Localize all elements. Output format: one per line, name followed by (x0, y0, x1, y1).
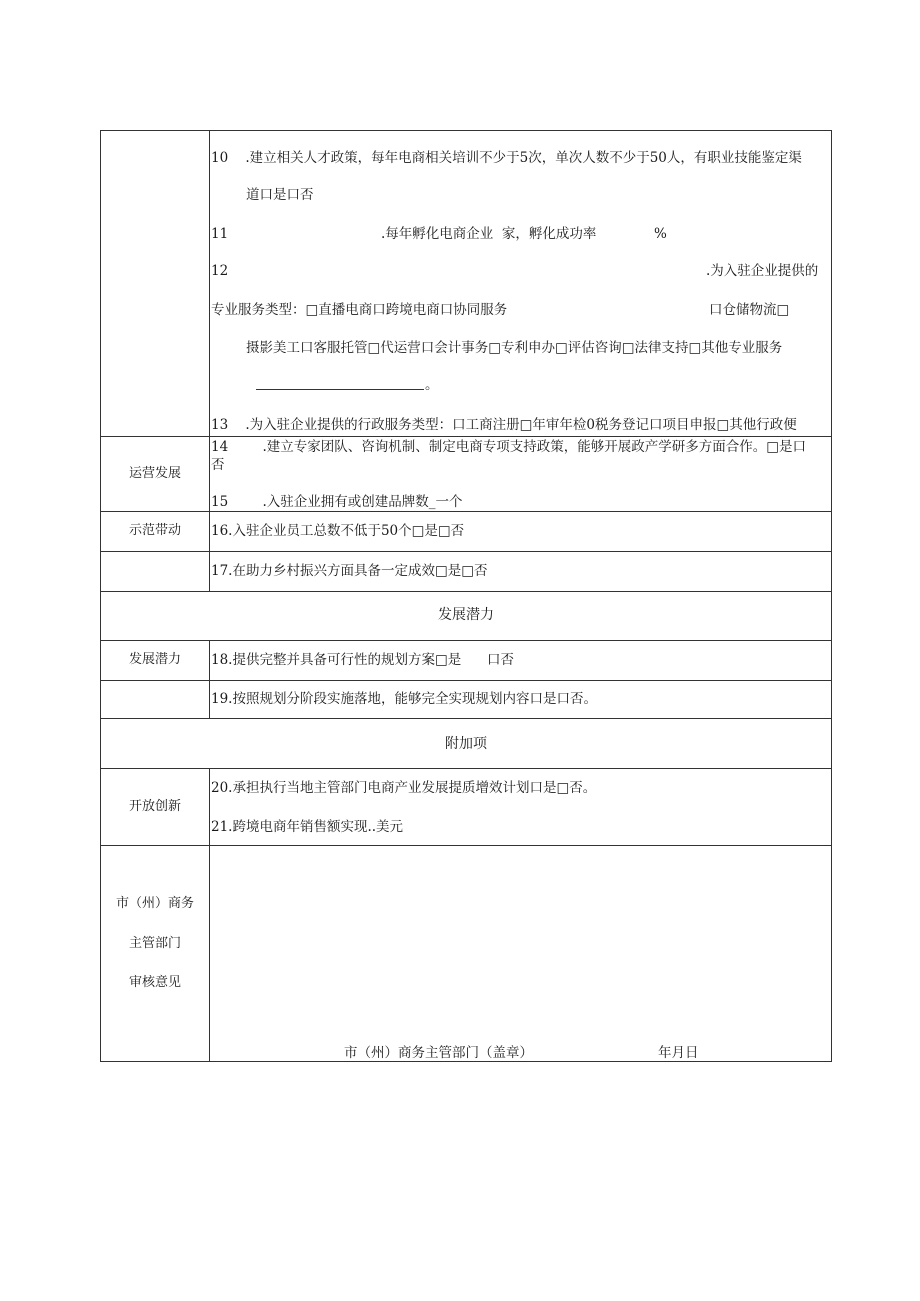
item-11-number: 11 (211, 226, 229, 242)
section-extra: 附加项 (445, 736, 487, 752)
item-12-line4-end: 。 (425, 377, 439, 393)
label-operation: 运营发展 (128, 466, 181, 481)
row-divider (100, 591, 832, 592)
row-divider (100, 680, 832, 681)
item-18: 18.提供完整并具备可行性的规划方案□是 口否 (211, 652, 514, 668)
item-12-services-left: 专业服务类型：□直播电商口跨境电商口协同服务 (211, 302, 508, 318)
item-16: 16.入驻企业员工总数不低于50个□是□否 (211, 523, 465, 539)
row-divider (100, 845, 832, 846)
column-divider (209, 768, 210, 1062)
item-15: 15 .入驻企业拥有或创建品牌数_一个 (211, 494, 463, 510)
item-10-line2: 道口是口否 (246, 187, 314, 203)
column-divider (209, 130, 210, 591)
column-divider (209, 640, 210, 718)
item-11-percent: % (654, 226, 667, 242)
item-12-services-right: 口仓储物流□ (709, 302, 790, 318)
row-divider (100, 436, 832, 437)
label-open: 开放创新 (128, 799, 181, 814)
label-review-line2: 主管部门 (128, 936, 181, 951)
row-divider (100, 768, 832, 769)
item-19: 19.按照规划分阶段实施落地，能够完全实现规划内容口是口否。 (211, 691, 597, 707)
section-potential: 发展潜力 (438, 607, 494, 623)
date-line: 年月日 (658, 1045, 699, 1061)
label-review-line3: 审核意见 (128, 975, 181, 990)
item-21: 21.跨境电商年销售额实现..美元 (211, 819, 404, 835)
item-11-text: .每年孵化电商企业 家，孵化成功率 (381, 226, 597, 242)
row-divider (100, 640, 832, 641)
row-divider (100, 718, 832, 719)
item-14-line2: 否 (211, 457, 225, 473)
item-12-services-line3: 摄影美工口客服托管□代运营口会计事务□专利申办□评估咨询□法律支持□其他专业服务 (246, 340, 783, 356)
item-12-number: 12 (211, 263, 229, 279)
item-17: 17.在助力乡村振兴方面具备一定成效□是□否 (211, 563, 488, 579)
seal-line: 市（州）商务主管部门（盖章） (344, 1045, 533, 1061)
item-13: 13 .为入驻企业提供的行政服务类型：口工商注册□年审年检0税务登记口项目申报□其他行政便 (211, 417, 797, 433)
item-10-line1: 10 .建立相关人才政策，每年电商相关培训不少于5次，单次人数不少于50人，有职业技能鉴定渠 (211, 150, 802, 166)
item-12-text: .为入驻企业提供的 (706, 263, 819, 279)
row-divider (100, 511, 832, 512)
item-12-blank-field (256, 389, 424, 390)
row-divider (100, 551, 832, 552)
label-demo: 示范带动 (128, 523, 181, 538)
item-14-line1: 14 .建立专家团队、咨询机制、制定电商专项支持政策，能够开展政产学研多方面合作。□是口 (211, 439, 807, 455)
label-review-line1: 市（州）商务 (115, 896, 194, 911)
item-20: 20.承担执行当地主管部门电商产业发展提质增效计划口是□否。 (211, 780, 597, 796)
label-potential: 发展潜力 (128, 652, 181, 667)
